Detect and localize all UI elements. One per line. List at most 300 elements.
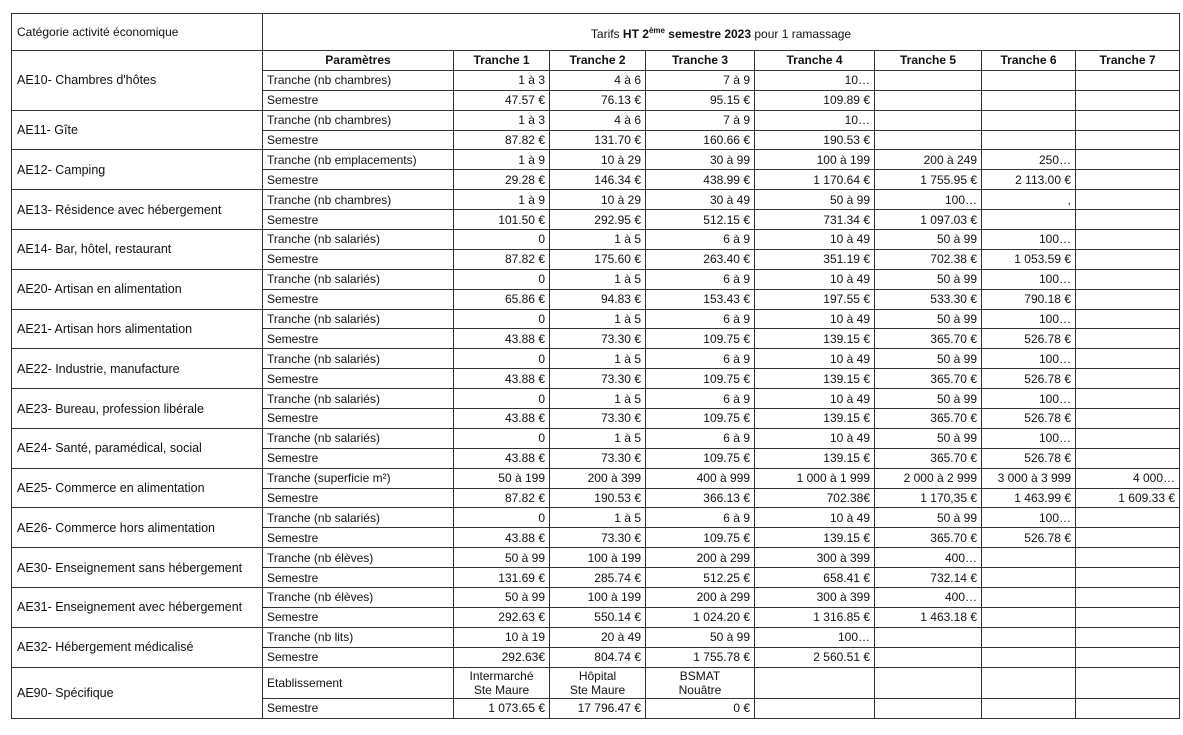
- price-cell: 87.82 €: [454, 488, 550, 508]
- category-cell: AE20- Artisan en alimentation: [12, 269, 263, 309]
- category-cell: AE12- Camping: [12, 150, 263, 190]
- table-row: [12, 627, 1180, 647]
- price-cell: 1 024.20 €: [646, 607, 755, 627]
- tranche-cell: 100 à 199: [550, 588, 646, 608]
- table-row: [12, 150, 1180, 170]
- estab-line2: Ste Maure: [569, 682, 626, 697]
- tranche-cell: 7 à 9: [646, 70, 755, 90]
- price-cell: 1 170.64 €: [755, 170, 875, 190]
- tranche-cell: 1 à 9: [454, 190, 550, 210]
- tranche-label: Tranche (nb salariés): [263, 389, 454, 409]
- column-header: Tranche 3: [646, 51, 755, 71]
- price-cell: [1076, 90, 1180, 110]
- table-row: [12, 309, 1180, 329]
- price-cell: 550.14 €: [550, 607, 646, 627]
- tranche-cell: 10 à 49: [755, 269, 875, 289]
- table-row: [12, 667, 1180, 698]
- price-cell: 731.34 €: [755, 210, 875, 230]
- price-cell: 533.30 €: [875, 289, 982, 309]
- semestre-label: Semestre: [263, 698, 454, 718]
- price-cell: 263.40 €: [646, 249, 755, 269]
- price-cell: 73.30 €: [550, 448, 646, 468]
- price-cell: 43.88 €: [454, 369, 550, 389]
- tranche-cell: 400…: [875, 548, 982, 568]
- price-cell: 702.38€: [755, 488, 875, 508]
- tranche-cell: 300 à 399: [755, 588, 875, 608]
- price-cell: [1076, 289, 1180, 309]
- tranche-cell: 0: [454, 230, 550, 250]
- price-cell: [1076, 568, 1180, 588]
- tranche-cell: 50 à 99: [454, 548, 550, 568]
- tranche-cell: 1 à 5: [550, 508, 646, 528]
- price-cell: 292.95 €: [550, 210, 646, 230]
- tranche-cell: 6 à 9: [646, 428, 755, 448]
- tranche-cell: 50 à 99: [875, 309, 982, 329]
- tranche-cell: 10…: [755, 110, 875, 130]
- price-cell: 1 316.85 €: [755, 607, 875, 627]
- price-cell: 29.28 €: [454, 170, 550, 190]
- category-cell: AE13- Résidence avec hébergement: [12, 190, 263, 230]
- tranche-label: Tranche (nb salariés): [263, 349, 454, 369]
- tranche-cell: 6 à 9: [646, 349, 755, 369]
- tranche-cell: 6 à 9: [646, 508, 755, 528]
- table-row: [12, 508, 1180, 528]
- table-row: [12, 468, 1180, 488]
- price-cell: 292.63 €: [454, 607, 550, 627]
- tranche-cell: 100…: [982, 349, 1076, 369]
- price-cell: 438.99 €: [646, 170, 755, 190]
- tranche-cell: 100…: [982, 428, 1076, 448]
- tranche-cell: 1 à 5: [550, 309, 646, 329]
- tranche-cell: 4 000…: [1076, 468, 1180, 488]
- tranche-cell: 10 à 19: [454, 627, 550, 647]
- tranche-cell: 6 à 9: [646, 269, 755, 289]
- price-cell: [982, 568, 1076, 588]
- semestre-label: Semestre: [263, 647, 454, 667]
- tranche-cell: 0: [454, 389, 550, 409]
- price-cell: 1 463.18 €: [875, 607, 982, 627]
- tranche-cell: 50 à 99: [875, 508, 982, 528]
- empty-cell: [875, 667, 982, 698]
- tranche-label: Tranche (nb emplacements): [263, 150, 454, 170]
- title-bold-a: HT 2: [622, 26, 649, 41]
- tariff-table: [11, 13, 1180, 719]
- tranche-cell: 100…: [982, 309, 1076, 329]
- price-cell: [982, 647, 1076, 667]
- price-cell: 73.30 €: [550, 409, 646, 429]
- price-cell: 146.34 €: [550, 170, 646, 190]
- tranche-cell: 3 000 à 3 999: [982, 468, 1076, 488]
- tranche-label: Tranche (nb salariés): [263, 309, 454, 329]
- price-cell: [875, 130, 982, 150]
- tranche-cell: 2 000 à 2 999: [875, 468, 982, 488]
- semestre-label: Semestre: [263, 170, 454, 190]
- header-row: [12, 14, 1180, 51]
- price-cell: 365.70 €: [875, 409, 982, 429]
- price-cell: 139.15 €: [755, 369, 875, 389]
- tranche-cell: 0: [454, 428, 550, 448]
- price-cell: 139.15 €: [755, 528, 875, 548]
- tranche-cell: 1 à 3: [454, 110, 550, 130]
- price-cell: [1076, 409, 1180, 429]
- tranche-cell: [982, 548, 1076, 568]
- tranche-cell: 100 à 199: [550, 548, 646, 568]
- tranche-label: Tranche (nb élèves): [263, 548, 454, 568]
- tranche-label: Tranche (nb chambres): [263, 190, 454, 210]
- price-cell: [1076, 528, 1180, 548]
- price-cell: 1 609.33 €: [1076, 488, 1180, 508]
- tranche-label: Tranche (nb élèves): [263, 588, 454, 608]
- tranche-cell: [1076, 349, 1180, 369]
- price-cell: 1 463.99 €: [982, 488, 1076, 508]
- tranche-cell: 30 à 49: [646, 190, 755, 210]
- tranche-cell: 50 à 99: [646, 627, 755, 647]
- category-cell: AE32- Hébergement médicalisé: [12, 627, 263, 667]
- table-row: [12, 269, 1180, 289]
- estab-cell: [550, 667, 646, 698]
- price-cell: 1 170,35 €: [875, 488, 982, 508]
- price-cell: 131.70 €: [550, 130, 646, 150]
- empty-cell: [1076, 698, 1180, 718]
- empty-cell: [982, 667, 1076, 698]
- tranche-cell: 200 à 299: [646, 548, 755, 568]
- title-bold-b: semestre 2023: [664, 26, 752, 41]
- semestre-label: Semestre: [263, 448, 454, 468]
- tranche-cell: 100…: [982, 269, 1076, 289]
- price-cell: 139.15 €: [755, 448, 875, 468]
- tranche-cell: 200 à 299: [646, 588, 755, 608]
- tranche-cell: [1076, 230, 1180, 250]
- tranche-cell: [1076, 110, 1180, 130]
- price-cell: [1076, 130, 1180, 150]
- category-cell: AE14- Bar, hôtel, restaurant: [12, 230, 263, 270]
- estab-line2: Nouâtre: [678, 682, 722, 697]
- estab-label: Etablissement: [263, 667, 454, 698]
- semestre-label: Semestre: [263, 568, 454, 588]
- tranche-cell: [1076, 70, 1180, 90]
- price-cell: 76.13 €: [550, 90, 646, 110]
- price-cell: 160.66 €: [646, 130, 755, 150]
- semestre-label: Semestre: [263, 607, 454, 627]
- tranche-cell: 200 à 399: [550, 468, 646, 488]
- tranche-label: Tranche (nb lits): [263, 627, 454, 647]
- tranche-cell: 250…: [982, 150, 1076, 170]
- tranche-cell: 1 à 5: [550, 389, 646, 409]
- tranche-cell: [1076, 269, 1180, 289]
- price-cell: 351.19 €: [755, 249, 875, 269]
- price-cell: 1 755.78 €: [646, 647, 755, 667]
- column-header: Tranche 2: [550, 51, 646, 71]
- semestre-label: Semestre: [263, 369, 454, 389]
- price-cell: 17 796.47 €: [550, 698, 646, 718]
- price-cell: [1076, 448, 1180, 468]
- table-row: [12, 51, 1180, 71]
- price-cell: [1076, 210, 1180, 230]
- category-cell: AE90- Spécifique: [12, 667, 263, 718]
- price-cell: 131.69 €: [454, 568, 550, 588]
- price-cell: 73.30 €: [550, 329, 646, 349]
- price-cell: [982, 607, 1076, 627]
- tranche-label: Tranche (nb salariés): [263, 269, 454, 289]
- price-cell: 139.15 €: [755, 409, 875, 429]
- category-cell: AE26- Commerce hors alimentation: [12, 508, 263, 548]
- tranche-cell: [1076, 190, 1180, 210]
- tranche-cell: 0: [454, 349, 550, 369]
- estab-line1: Intermarché: [469, 668, 534, 683]
- tariff-table-container: [11, 13, 1180, 719]
- price-cell: 73.30 €: [550, 369, 646, 389]
- price-cell: 197.55 €: [755, 289, 875, 309]
- price-cell: 95.15 €: [646, 90, 755, 110]
- tranche-cell: [982, 627, 1076, 647]
- price-cell: 87.82 €: [454, 249, 550, 269]
- title-post: pour 1 ramassage: [751, 26, 852, 41]
- table-row: [12, 428, 1180, 448]
- tranche-cell: 10 à 29: [550, 190, 646, 210]
- price-cell: [1076, 170, 1180, 190]
- price-cell: 43.88 €: [454, 329, 550, 349]
- price-cell: [875, 90, 982, 110]
- tranche-cell: 6 à 9: [646, 309, 755, 329]
- column-header: Tranche 5: [875, 51, 982, 71]
- category-cell: AE23- Bureau, profession libérale: [12, 389, 263, 429]
- price-cell: 139.15 €: [755, 329, 875, 349]
- tranche-cell: 10 à 49: [755, 389, 875, 409]
- price-cell: 109.75 €: [646, 409, 755, 429]
- tranche-cell: 1 à 5: [550, 269, 646, 289]
- price-cell: 1 755.95 €: [875, 170, 982, 190]
- tranche-cell: [1076, 588, 1180, 608]
- column-header: Tranche 7: [1076, 51, 1180, 71]
- tranche-label: Tranche (nb salariés): [263, 508, 454, 528]
- tranche-cell: 50 à 99: [454, 588, 550, 608]
- tranche-cell: [875, 110, 982, 130]
- price-cell: 109.75 €: [646, 329, 755, 349]
- semestre-label: Semestre: [263, 528, 454, 548]
- category-cell: AE24- Santé, paramédical, social: [12, 428, 263, 468]
- tranche-cell: 1 à 5: [550, 230, 646, 250]
- tranche-cell: 6 à 9: [646, 230, 755, 250]
- estab-cell: [454, 667, 550, 698]
- table-row: [12, 548, 1180, 568]
- price-cell: 175.60 €: [550, 249, 646, 269]
- semestre-label: Semestre: [263, 289, 454, 309]
- tranche-cell: 100…: [875, 190, 982, 210]
- tranche-label: Tranche (nb chambres): [263, 70, 454, 90]
- tranche-cell: 100…: [982, 230, 1076, 250]
- price-cell: 65.86 €: [454, 289, 550, 309]
- price-cell: 153.43 €: [646, 289, 755, 309]
- semestre-label: Semestre: [263, 249, 454, 269]
- tranche-cell: 10 à 49: [755, 428, 875, 448]
- tranche-label: Tranche (nb salariés): [263, 230, 454, 250]
- price-cell: 1 097.03 €: [875, 210, 982, 230]
- tranche-cell: [1076, 389, 1180, 409]
- price-cell: 526.78 €: [982, 329, 1076, 349]
- tranche-cell: 10 à 49: [755, 230, 875, 250]
- price-cell: [982, 130, 1076, 150]
- price-cell: 804.74 €: [550, 647, 646, 667]
- tranche-cell: [875, 627, 982, 647]
- table-title: [263, 14, 1180, 51]
- semestre-label: Semestre: [263, 210, 454, 230]
- tranche-cell: 0: [454, 508, 550, 528]
- price-cell: [982, 210, 1076, 230]
- title-sup: ème: [648, 25, 665, 35]
- tranche-label: Tranche (nb salariés): [263, 428, 454, 448]
- price-cell: 526.78 €: [982, 409, 1076, 429]
- price-cell: 109.75 €: [646, 369, 755, 389]
- category-cell: AE25- Commerce en alimentation: [12, 468, 263, 508]
- price-cell: 190.53 €: [755, 130, 875, 150]
- tranche-cell: 10…: [755, 70, 875, 90]
- tranche-cell: [1076, 309, 1180, 329]
- tranche-label: Tranche (nb chambres): [263, 110, 454, 130]
- price-cell: 512.25 €: [646, 568, 755, 588]
- semestre-label: Semestre: [263, 130, 454, 150]
- price-cell: [875, 647, 982, 667]
- tranche-cell: 10 à 49: [755, 349, 875, 369]
- tranche-cell: 10 à 49: [755, 309, 875, 329]
- price-cell: 47.57 €: [454, 90, 550, 110]
- price-cell: 2 560.51 €: [755, 647, 875, 667]
- tranche-cell: ,: [982, 190, 1076, 210]
- table-row: [12, 230, 1180, 250]
- tranche-cell: 0: [454, 309, 550, 329]
- table-row: [12, 389, 1180, 409]
- price-cell: 365.70 €: [875, 329, 982, 349]
- tranche-cell: 20 à 49: [550, 627, 646, 647]
- tranche-cell: 50 à 99: [875, 269, 982, 289]
- tranche-cell: [1076, 428, 1180, 448]
- tranche-cell: 1 000 à 1 999: [755, 468, 875, 488]
- tranche-cell: 300 à 399: [755, 548, 875, 568]
- column-header: Tranche 6: [982, 51, 1076, 71]
- category-cell: AE21- Artisan hors alimentation: [12, 309, 263, 349]
- tranche-cell: [1076, 548, 1180, 568]
- price-cell: [982, 90, 1076, 110]
- price-cell: 2 113.00 €: [982, 170, 1076, 190]
- category-cell: AE31- Enseignement avec hébergement: [12, 588, 263, 628]
- tranche-cell: [982, 110, 1076, 130]
- tranche-cell: [875, 70, 982, 90]
- price-cell: 365.70 €: [875, 369, 982, 389]
- empty-cell: [755, 698, 875, 718]
- tranche-cell: 50 à 99: [875, 349, 982, 369]
- table-row: [12, 588, 1180, 608]
- column-header: Tranche 4: [755, 51, 875, 71]
- price-cell: 732.14 €: [875, 568, 982, 588]
- price-cell: [1076, 607, 1180, 627]
- price-cell: 292.63€: [454, 647, 550, 667]
- tranche-cell: [1076, 627, 1180, 647]
- price-cell: 1 053.59 €: [982, 249, 1076, 269]
- tranche-label: Tranche (superficie m²): [263, 468, 454, 488]
- price-cell: [1076, 647, 1180, 667]
- tranche-cell: 100…: [982, 389, 1076, 409]
- price-cell: 109.75 €: [646, 448, 755, 468]
- tranche-cell: [982, 70, 1076, 90]
- semestre-label: Semestre: [263, 409, 454, 429]
- empty-cell: [755, 667, 875, 698]
- price-cell: 526.78 €: [982, 369, 1076, 389]
- price-cell: 190.53 €: [550, 488, 646, 508]
- tranche-cell: 50 à 99: [875, 230, 982, 250]
- price-cell: [1076, 329, 1180, 349]
- price-cell: 658.41 €: [755, 568, 875, 588]
- tranche-cell: 1 à 9: [454, 150, 550, 170]
- price-cell: 1 073.65 €: [454, 698, 550, 718]
- price-cell: 512.15 €: [646, 210, 755, 230]
- price-cell: 101.50 €: [454, 210, 550, 230]
- price-cell: 365.70 €: [875, 448, 982, 468]
- tranche-cell: [982, 588, 1076, 608]
- category-cell: AE30- Enseignement sans hébergement: [12, 548, 263, 588]
- price-cell: 790.18 €: [982, 289, 1076, 309]
- tranche-cell: 400 à 999: [646, 468, 755, 488]
- price-cell: 73.30 €: [550, 528, 646, 548]
- tranche-cell: 30 à 99: [646, 150, 755, 170]
- price-cell: 526.78 €: [982, 528, 1076, 548]
- price-cell: [1076, 249, 1180, 269]
- price-cell: [1076, 369, 1180, 389]
- semestre-label: Semestre: [263, 488, 454, 508]
- empty-cell: [875, 698, 982, 718]
- price-cell: 43.88 €: [454, 409, 550, 429]
- price-cell: 0 €: [646, 698, 755, 718]
- tranche-cell: 400…: [875, 588, 982, 608]
- tranche-cell: 4 à 6: [550, 70, 646, 90]
- tranche-cell: 1 à 5: [550, 428, 646, 448]
- price-cell: 109.89 €: [755, 90, 875, 110]
- price-cell: 87.82 €: [454, 130, 550, 150]
- table-row: [12, 110, 1180, 130]
- semestre-label: Semestre: [263, 90, 454, 110]
- table-row: [12, 349, 1180, 369]
- tranche-cell: 100…: [982, 508, 1076, 528]
- price-cell: 365.70 €: [875, 528, 982, 548]
- tranche-cell: 1 à 3: [454, 70, 550, 90]
- tranche-cell: 200 à 249: [875, 150, 982, 170]
- tranche-cell: 50 à 99: [755, 190, 875, 210]
- price-cell: 94.83 €: [550, 289, 646, 309]
- table-row: [12, 190, 1180, 210]
- price-cell: 526.78 €: [982, 448, 1076, 468]
- category-header: Catégorie activité économique: [12, 14, 263, 51]
- price-cell: 285.74 €: [550, 568, 646, 588]
- column-header: Paramètres: [263, 51, 454, 71]
- semestre-label: Semestre: [263, 329, 454, 349]
- tranche-cell: 0: [454, 269, 550, 289]
- estab-cell: [646, 667, 755, 698]
- table-body: [12, 51, 1180, 719]
- price-cell: 43.88 €: [454, 448, 550, 468]
- category-cell: AE11- Gîte: [12, 110, 263, 150]
- title-bold: [623, 27, 751, 41]
- tranche-cell: 100 à 199: [755, 150, 875, 170]
- tranche-cell: [1076, 508, 1180, 528]
- tranche-cell: 50 à 99: [875, 389, 982, 409]
- empty-cell: [982, 698, 1076, 718]
- tranche-cell: [1076, 150, 1180, 170]
- title-pre: Tarifs: [590, 26, 623, 41]
- column-header: Tranche 1: [454, 51, 550, 71]
- tranche-cell: 50 à 199: [454, 468, 550, 488]
- tranche-cell: 100…: [755, 627, 875, 647]
- tranche-cell: 1 à 5: [550, 349, 646, 369]
- category-cell: AE22- Industrie, manufacture: [12, 349, 263, 389]
- price-cell: 43.88 €: [454, 528, 550, 548]
